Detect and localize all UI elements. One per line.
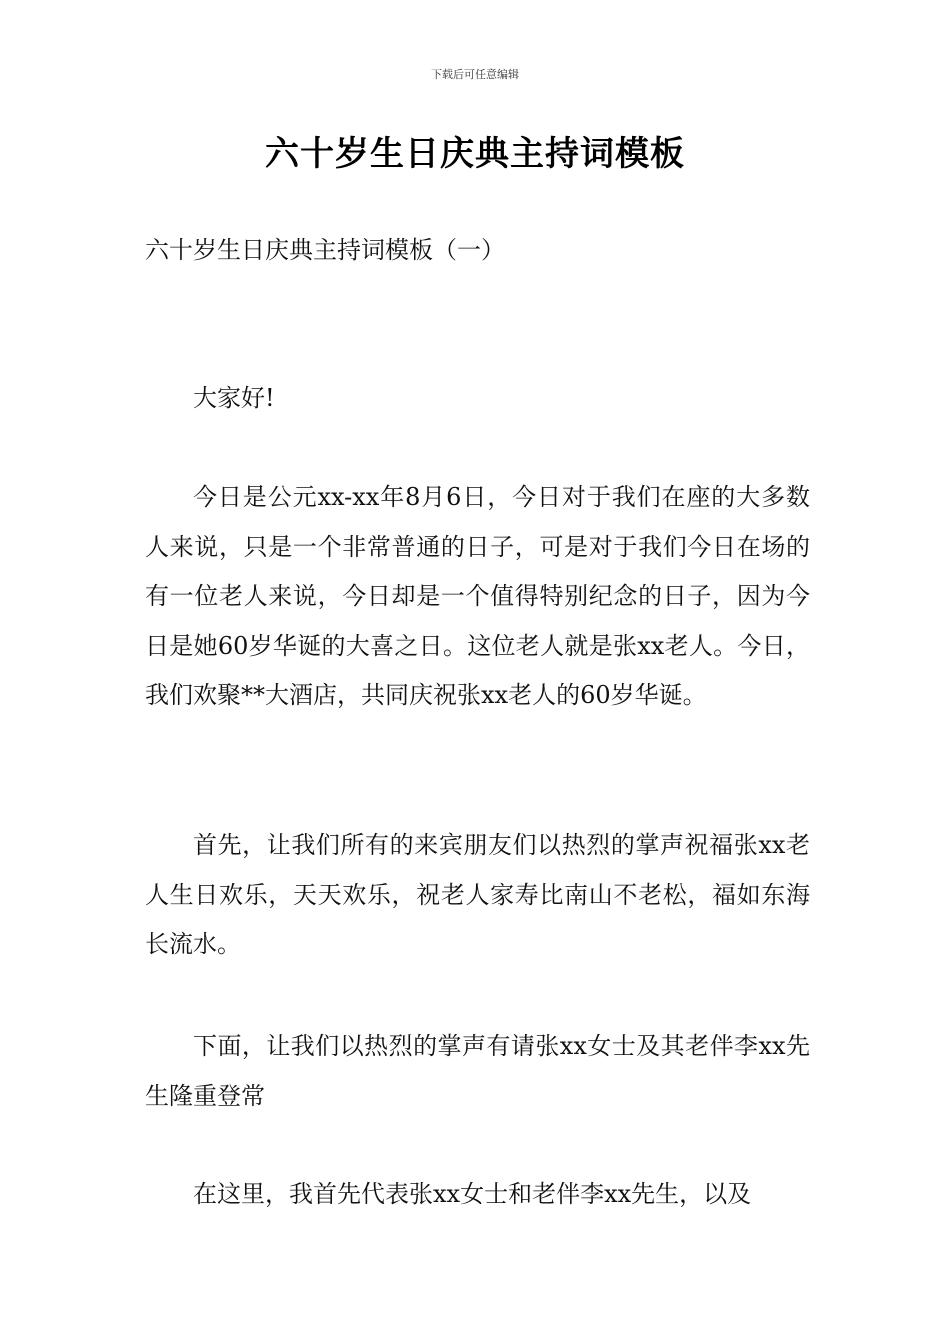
- paragraph-first-blessing: 首先，让我们所有的来宾朋友们以热烈的掌声祝福张xx老人生日欢乐，天天欢乐，祝老人家寿比南山不老松，福如东海长流水。: [145, 831, 810, 958]
- document-title: 六十岁生日庆典主持词模板: [265, 134, 685, 174]
- paragraph-thanks: 在这里，我首先代表张xx女士和老伴李xx先生，以及: [193, 1180, 752, 1208]
- header-note: 下载后可任意编辑: [431, 68, 519, 81]
- paragraph-greeting: 大家好!: [193, 384, 275, 412]
- section-heading: 六十岁生日庆典主持词模板（一）: [145, 236, 505, 264]
- paragraph-intro: 今日是公元xx-xx年8月6日，今日对于我们在座的大多数人来说，只是一个非常普通的日子，可是对于我们今日在场的有一位老人来说，今日却是一个值得特别纪念的日子，因为今日是她60岁华诞的大喜之日。这位老人就是张xx老人。今日，我们欢聚**大酒店，共同庆祝张xx老人的60岁华诞。: [145, 483, 810, 709]
- paragraph-invitation: 下面，让我们以热烈的掌声有请张xx女士及其老伴李xx先生隆重登常: [145, 1032, 810, 1110]
